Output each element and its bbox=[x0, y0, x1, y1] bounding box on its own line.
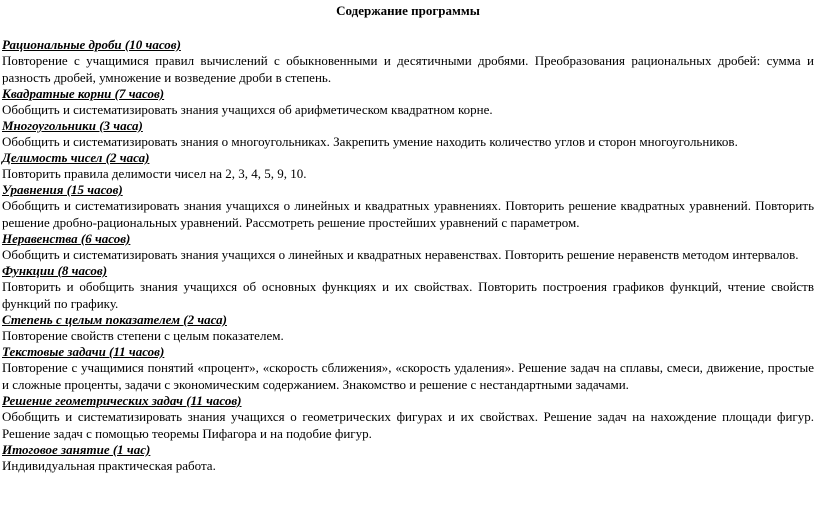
section-body: Повторение свойств степени с целым показателем. bbox=[2, 328, 284, 343]
section-heading: Текстовые задачи (11 часов) bbox=[2, 344, 165, 359]
section-heading: Итоговое занятие (1 час) bbox=[2, 442, 151, 457]
section-heading: Функции (8 часов) bbox=[2, 263, 108, 278]
section-body: Обобщить и систематизировать знания о многоугольниках. Закрепить умение находить количество углов и сторон многоугольников. bbox=[2, 134, 738, 149]
section-heading: Делимость чисел (2 часа) bbox=[2, 150, 150, 165]
section-body: Обобщить и систематизировать знания учащихся об арифметическом квадратном корне. bbox=[2, 102, 493, 117]
section-heading: Квадратные корни (7 часов) bbox=[2, 86, 165, 101]
section-equations bbox=[2, 182, 814, 231]
section-functions bbox=[2, 263, 814, 312]
section-body: Обобщить и систематизировать знания учащихся о линейных и квадратных неравенствах. Повторить решение неравенств методом интервалов. bbox=[2, 247, 799, 262]
section-heading: Неравенства (6 часов) bbox=[2, 231, 131, 246]
section-divisibility bbox=[2, 150, 814, 182]
document-title: Содержание программы bbox=[336, 3, 480, 18]
section-integer-exponent bbox=[2, 312, 814, 344]
section-final-lesson bbox=[2, 442, 814, 474]
section-inequalities bbox=[2, 231, 814, 263]
section-body: Повторить правила делимости чисел на 2, 3, 4, 5, 9, 10. bbox=[2, 166, 307, 181]
section-heading: Рациональные дроби (10 часов) bbox=[2, 37, 181, 52]
section-body: Индивидуальная практическая работа. bbox=[2, 458, 216, 473]
section-body: Повторение с учащимися правил вычислений с обыкновенными и десятичными дробями. Преобразования рациональных дробей: сумма и разность дробей, умножение и возведение дроби в степень. bbox=[2, 53, 814, 85]
section-rational-fractions bbox=[2, 37, 814, 86]
section-heading: Степень с целым показателем (2 часа) bbox=[2, 312, 227, 327]
section-geometry-problems bbox=[2, 393, 814, 442]
section-word-problems bbox=[2, 344, 814, 393]
section-body: Повторить и обобщить знания учащихся об основных функциях и их свойствах. Повторить построения графиков функций, чтение свойств функций по графику. bbox=[2, 279, 814, 311]
section-heading: Многоугольники (3 часа) bbox=[2, 118, 143, 133]
section-body: Обобщить и систематизировать знания учащихся о геометрических фигурах и их свойствах. Решение задач на нахождение площади фигур. Решение задач с помощью теоремы Пифагора и на подобие фигур. bbox=[2, 409, 814, 441]
section-polygons bbox=[2, 118, 814, 150]
section-heading: Решение геометрических задач (11 часов) bbox=[2, 393, 242, 408]
section-heading: Уравнения (15 часов) bbox=[2, 182, 123, 197]
section-body: Повторение с учащимися понятий «процент», «скорость сближения», «скорость удаления». Решение задач на сплавы, смеси, движение, простые и сложные проценты, задачи с экономическим содержанием. Знакомство и решение с нестандартными задачами. bbox=[2, 360, 814, 392]
section-body: Обобщить и систематизировать знания учащихся о линейных и квадратных уравнениях. Повторить решение квадратных уравнений. Повторить решение дробно-рациональных уравнений. Рассмотреть решение простейших уравнений с параметром. bbox=[2, 198, 814, 230]
section-square-roots bbox=[2, 86, 814, 118]
